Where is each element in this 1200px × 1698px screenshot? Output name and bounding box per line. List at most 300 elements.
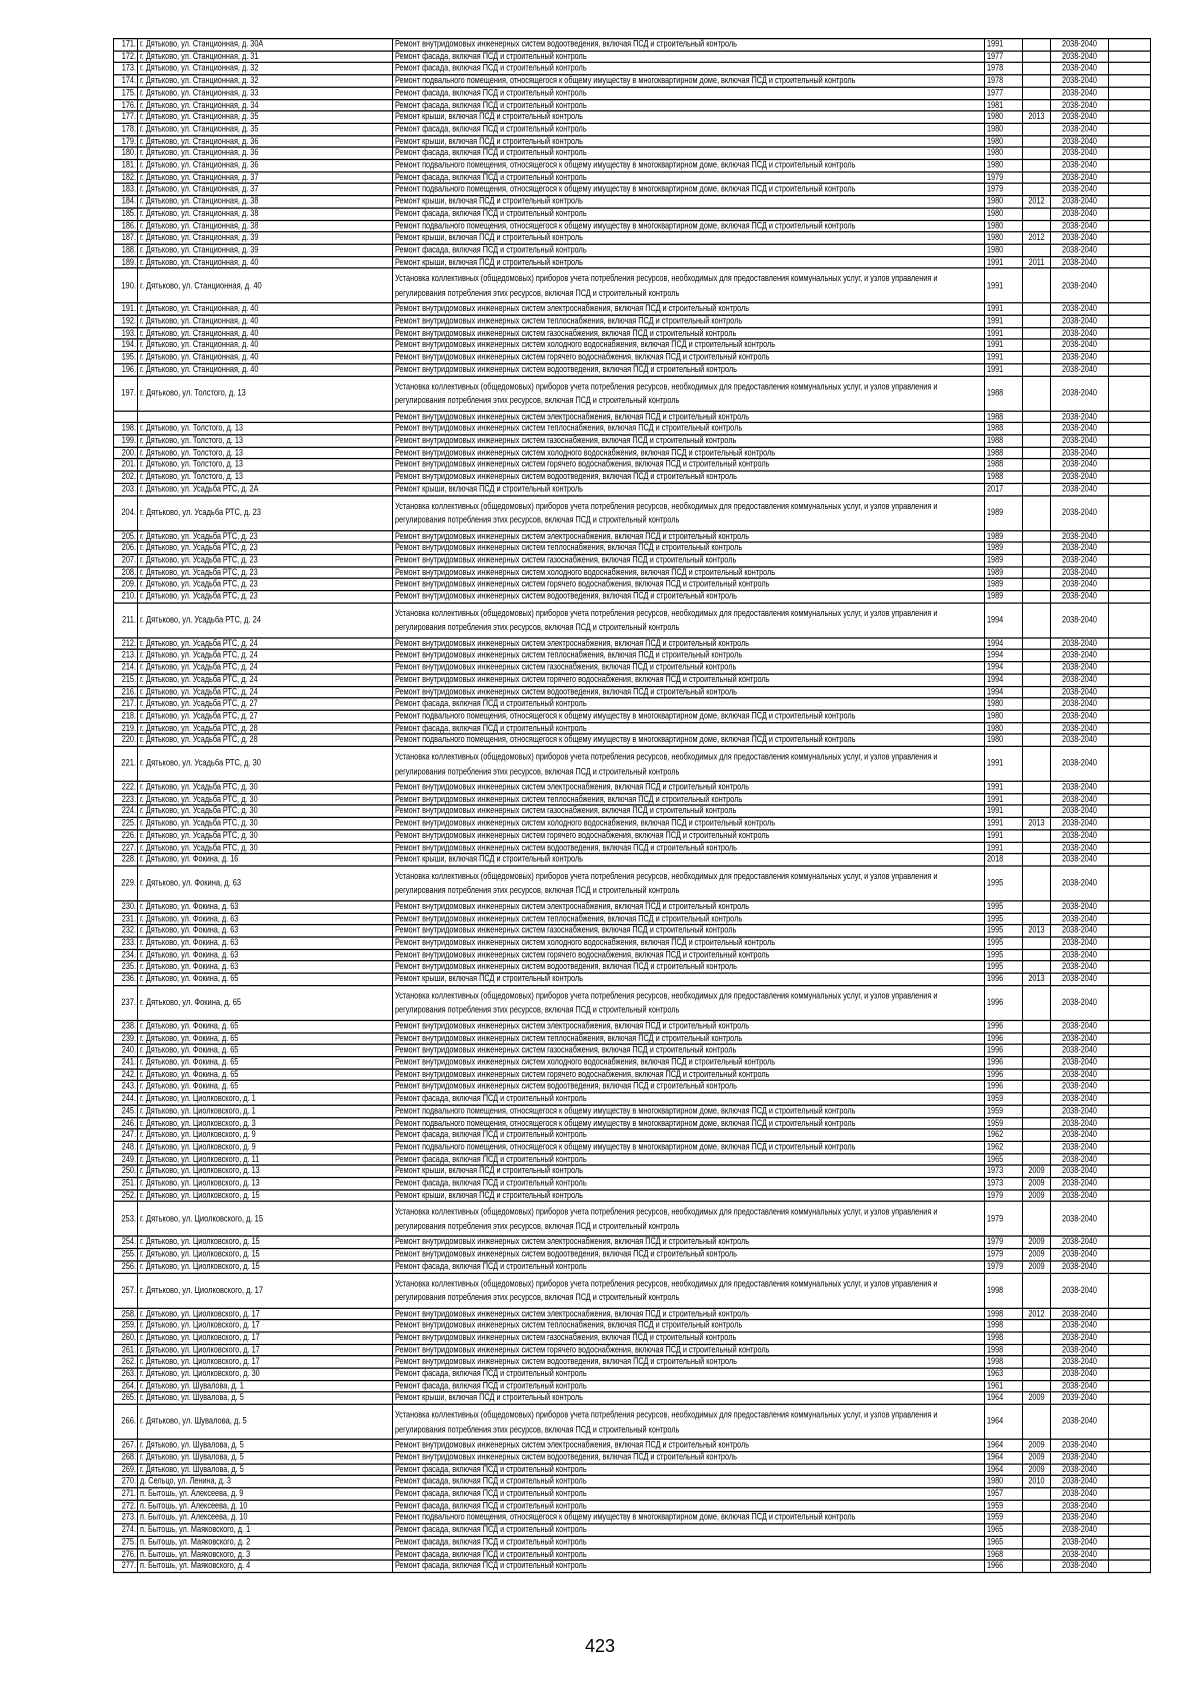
empty-cell	[1109, 973, 1151, 985]
planned-period-cell: 2038-2040	[1051, 1273, 1109, 1308]
row-number: 258.	[114, 1308, 138, 1320]
address-cell: г. Дятьково, ул. Станционная, д. 40	[138, 364, 393, 376]
work-type-cell: Ремонт внутридомовых инженерных систем горячего водоснабжения, включая ПСД и строительный контроль	[393, 1069, 985, 1081]
table-row	[114, 1117, 1151, 1129]
last-repair-year-cell	[1023, 352, 1051, 364]
empty-cell	[1109, 901, 1151, 913]
address-cell: г. Дятьково, ул. Станционная, д. 30А	[138, 39, 393, 51]
address-cell: г. Дятьково, ул. Фокина, д. 65	[138, 985, 393, 1020]
table-row	[114, 172, 1151, 184]
address-cell: г. Дятьково, ул. Циолковского, д. 9	[138, 1129, 393, 1141]
row-number: 238.	[114, 1020, 138, 1032]
last-repair-year-cell	[1023, 901, 1051, 913]
table-row	[114, 1356, 1151, 1368]
year-built-cell: 1979	[985, 1237, 1023, 1249]
last-repair-year-cell	[1023, 949, 1051, 961]
table-row	[114, 1045, 1151, 1057]
planned-period-cell: 2038-2040	[1051, 1560, 1109, 1572]
row-number: 183.	[114, 184, 138, 196]
work-type-cell: Ремонт фасада, включая ПСД и строительный контроль	[393, 1488, 985, 1500]
row-number: 178.	[114, 123, 138, 135]
row-number: 202.	[114, 471, 138, 483]
work-type-cell: Ремонт внутридомовых инженерных систем горячего водоснабжения, включая ПСД и строительный контроль	[393, 674, 985, 686]
work-type-cell: Ремонт фасада, включая ПСД и строительный контроль	[393, 99, 985, 111]
last-repair-year-cell	[1023, 459, 1051, 471]
table-row	[114, 268, 1151, 303]
address-cell: г. Дятьково, ул. Станционная, д. 35	[138, 123, 393, 135]
address-cell: г. Дятьково, ул. Шувалова, д. 5	[138, 1439, 393, 1451]
empty-cell	[1109, 1020, 1151, 1032]
table-row	[114, 603, 1151, 638]
last-repair-year-cell	[1023, 184, 1051, 196]
last-repair-year-cell: 2012	[1023, 1308, 1051, 1320]
planned-period-cell: 2038-2040	[1051, 1165, 1109, 1177]
address-cell: г. Дятьково, ул. Усадьба РТС, д. 24	[138, 638, 393, 650]
address-cell: г. Дятьково, ул. Усадьба РТС, д. 2А	[138, 483, 393, 495]
empty-cell	[1109, 376, 1151, 411]
year-built-cell: 1988	[985, 459, 1023, 471]
year-built-cell: 1988	[985, 376, 1023, 411]
last-repair-year-cell	[1023, 650, 1051, 662]
table-row	[114, 315, 1151, 327]
last-repair-year-cell: 2013	[1023, 111, 1051, 123]
work-type-cell: Ремонт фасада, включая ПСД и строительный контроль	[393, 1524, 985, 1536]
work-type-cell: Ремонт внутридомовых инженерных систем холодного водоснабжения, включая ПСД и строительный контроль	[393, 447, 985, 459]
row-number: 239.	[114, 1032, 138, 1044]
year-built-cell: 1988	[985, 435, 1023, 447]
empty-cell	[1109, 1117, 1151, 1129]
work-type-cell: Ремонт фасада, включая ПСД и строительный контроль	[393, 1536, 985, 1548]
address-cell: п. Бытошь, ул. Алексеева, д. 10	[138, 1512, 393, 1524]
planned-period-cell: 2038-2040	[1051, 818, 1109, 830]
work-type-cell: Установка коллективных (общедомовых) приборов учета потребления ресурсов, необходимых для предоставления коммунальных услуг, и узлов управления и регулирования потребления этих ресурсов, включая ПСД и строительный контроль	[393, 268, 985, 303]
last-repair-year-cell	[1023, 220, 1051, 232]
table-row	[114, 1190, 1151, 1202]
year-built-cell: 1980	[985, 698, 1023, 710]
planned-period-cell: 2038-2040	[1051, 579, 1109, 591]
year-built-cell: 1991	[985, 303, 1023, 315]
work-type-cell: Ремонт фасада, включая ПСД и строительный контроль	[393, 1380, 985, 1392]
table-row	[114, 352, 1151, 364]
table-row	[114, 793, 1151, 805]
planned-period-cell: 2038-2040	[1051, 554, 1109, 566]
table-row	[114, 746, 1151, 781]
work-type-cell: Ремонт подвального помещения, относящегося к общему имуществу в многоквартирном доме, включая ПСД и строительный контроль	[393, 734, 985, 746]
address-cell: г. Дятьково, ул. Шувалова, д. 5	[138, 1451, 393, 1463]
row-number: 259.	[114, 1320, 138, 1332]
table-row	[114, 925, 1151, 937]
work-type-cell: Ремонт внутридомовых инженерных систем электроснабжения, включая ПСД и строительный контроль	[393, 1020, 985, 1032]
work-type-cell: Ремонт внутридомовых инженерных систем газоснабжения, включая ПСД и строительный контроль	[393, 806, 985, 818]
row-number: 219.	[114, 722, 138, 734]
row-number: 209.	[114, 579, 138, 591]
planned-period-cell: 2038-2040	[1051, 208, 1109, 220]
address-cell: г. Дятьково, ул. Фокина, д. 65	[138, 1045, 393, 1057]
last-repair-year-cell	[1023, 830, 1051, 842]
empty-cell	[1109, 1320, 1151, 1332]
planned-period-cell: 2038-2040	[1051, 1308, 1109, 1320]
address-cell: г. Дятьково, ул. Фокина, д. 65	[138, 1032, 393, 1044]
work-type-cell: Ремонт внутридомовых инженерных систем водоотведения, включая ПСД и строительный контроль	[393, 39, 985, 51]
planned-period-cell: 2038-2040	[1051, 495, 1109, 530]
last-repair-year-cell	[1023, 1020, 1051, 1032]
empty-cell	[1109, 1404, 1151, 1439]
year-built-cell: 1964	[985, 1439, 1023, 1451]
row-number: 201.	[114, 459, 138, 471]
address-cell: г. Дятьково, ул. Усадьба РТС, д. 30	[138, 806, 393, 818]
last-repair-year-cell	[1023, 1524, 1051, 1536]
year-built-cell: 1998	[985, 1308, 1023, 1320]
planned-period-cell: 2038-2040	[1051, 340, 1109, 352]
row-number: 227.	[114, 842, 138, 854]
row-number: 236.	[114, 973, 138, 985]
last-repair-year-cell	[1023, 447, 1051, 459]
year-built-cell: 1996	[985, 985, 1023, 1020]
address-cell: г. Дятьково, ул. Фокина, д. 65	[138, 1020, 393, 1032]
year-built-cell: 1995	[985, 913, 1023, 925]
table-row	[114, 1237, 1151, 1249]
row-number: 179.	[114, 135, 138, 147]
table-row	[114, 376, 1151, 411]
planned-period-cell: 2038-2040	[1051, 1356, 1109, 1368]
last-repair-year-cell: 2012	[1023, 232, 1051, 244]
row-number: 242.	[114, 1069, 138, 1081]
row-number: 223.	[114, 793, 138, 805]
empty-cell	[1109, 1548, 1151, 1560]
row-number: 270.	[114, 1476, 138, 1488]
work-type-cell: Ремонт крыши, включая ПСД и строительный контроль	[393, 1165, 985, 1177]
empty-cell	[1109, 184, 1151, 196]
address-cell: г. Дятьково, ул. Шувалова, д. 5	[138, 1464, 393, 1476]
row-number: 180.	[114, 147, 138, 159]
year-built-cell: 1980	[985, 208, 1023, 220]
row-number: 250.	[114, 1165, 138, 1177]
last-repair-year-cell	[1023, 172, 1051, 184]
last-repair-year-cell: 2013	[1023, 925, 1051, 937]
last-repair-year-cell	[1023, 411, 1051, 423]
planned-period-cell: 2038-2040	[1051, 734, 1109, 746]
year-built-cell: 1991	[985, 315, 1023, 327]
last-repair-year-cell	[1023, 1081, 1051, 1093]
work-type-cell: Ремонт внутридомовых инженерных систем электроснабжения, включая ПСД и строительный контроль	[393, 901, 985, 913]
work-type-cell: Ремонт внутридомовых инженерных систем водоотведения, включая ПСД и строительный контроль	[393, 1451, 985, 1463]
table-row	[114, 99, 1151, 111]
empty-cell	[1109, 698, 1151, 710]
year-built-cell: 2017	[985, 483, 1023, 495]
planned-period-cell: 2038-2040	[1051, 1320, 1109, 1332]
work-type-cell: Ремонт подвального помещения, относящегося к общему имуществу в многоквартирном доме, включая ПСД и строительный контроль	[393, 1117, 985, 1129]
last-repair-year-cell: 2013	[1023, 818, 1051, 830]
year-built-cell: 1991	[985, 781, 1023, 793]
last-repair-year-cell: 2010	[1023, 1476, 1051, 1488]
work-type-cell: Ремонт внутридомовых инженерных систем газоснабжения, включая ПСД и строительный контроль	[393, 1332, 985, 1344]
address-cell: г. Дятьково, ул. Усадьба РТС, д. 27	[138, 698, 393, 710]
address-cell: г. Дятьково, ул. Станционная, д. 38	[138, 196, 393, 208]
work-type-cell: Ремонт внутридомовых инженерных систем теплоснабжения, включая ПСД и строительный контроль	[393, 542, 985, 554]
address-cell: г. Дятьково, ул. Станционная, д. 36	[138, 135, 393, 147]
planned-period-cell: 2038-2040	[1051, 220, 1109, 232]
last-repair-year-cell	[1023, 1129, 1051, 1141]
address-cell: г. Дятьково, ул. Усадьба РТС, д. 23	[138, 566, 393, 578]
address-cell: г. Дятьково, ул. Станционная, д. 40	[138, 327, 393, 339]
page-number: 423	[584, 1636, 616, 1656]
empty-cell	[1109, 435, 1151, 447]
address-cell: г. Дятьково, ул. Станционная, д. 40	[138, 340, 393, 352]
planned-period-cell: 2038-2040	[1051, 51, 1109, 63]
year-built-cell: 1957	[985, 1488, 1023, 1500]
empty-cell	[1109, 579, 1151, 591]
planned-period-cell: 2038-2040	[1051, 806, 1109, 818]
last-repair-year-cell	[1023, 1032, 1051, 1044]
year-built-cell: 1980	[985, 160, 1023, 172]
last-repair-year-cell	[1023, 1344, 1051, 1356]
empty-cell	[1109, 686, 1151, 698]
table-row	[114, 147, 1151, 159]
planned-period-cell: 2038-2040	[1051, 949, 1109, 961]
address-cell: г. Дятьково, ул. Усадьба РТС, д. 28	[138, 722, 393, 734]
work-type-cell: Ремонт внутридомовых инженерных систем водоотведения, включая ПСД и строительный контроль	[393, 961, 985, 973]
planned-period-cell: 2038-2040	[1051, 1261, 1109, 1273]
last-repair-year-cell	[1023, 842, 1051, 854]
row-number: 230.	[114, 901, 138, 913]
row-number: 186.	[114, 220, 138, 232]
work-type-cell: Ремонт внутридомовых инженерных систем горячего водоснабжения, включая ПСД и строительный контроль	[393, 352, 985, 364]
empty-cell	[1109, 1069, 1151, 1081]
empty-cell	[1109, 734, 1151, 746]
empty-cell	[1109, 722, 1151, 734]
year-built-cell: 1991	[985, 352, 1023, 364]
last-repair-year-cell	[1023, 566, 1051, 578]
table-row	[114, 1129, 1151, 1141]
empty-cell	[1109, 1045, 1151, 1057]
year-built-cell: 1979	[985, 1190, 1023, 1202]
work-type-cell: Ремонт внутридомовых инженерных систем холодного водоснабжения, включая ПСД и строительный контроль	[393, 937, 985, 949]
address-cell: г. Дятьково, ул. Станционная, д. 38	[138, 208, 393, 220]
last-repair-year-cell	[1023, 135, 1051, 147]
address-cell: г. Дятьково, ул. Фокина, д. 63	[138, 925, 393, 937]
table-row	[114, 722, 1151, 734]
table-row	[114, 566, 1151, 578]
address-cell: г. Дятьково, ул. Станционная, д. 40	[138, 303, 393, 315]
last-repair-year-cell	[1023, 340, 1051, 352]
year-built-cell: 1991	[985, 746, 1023, 781]
planned-period-cell: 2038-2040	[1051, 961, 1109, 973]
table-row	[114, 256, 1151, 268]
year-built-cell: 1996	[985, 1020, 1023, 1032]
table-row	[114, 160, 1151, 172]
last-repair-year-cell	[1023, 1368, 1051, 1380]
address-cell: г. Дятьково, ул. Усадьба РТС, д. 27	[138, 710, 393, 722]
empty-cell	[1109, 554, 1151, 566]
planned-period-cell: 2038-2040	[1051, 1045, 1109, 1057]
empty-cell	[1109, 650, 1151, 662]
empty-cell	[1109, 1512, 1151, 1524]
empty-cell	[1109, 220, 1151, 232]
address-cell: г. Дятьково, ул. Усадьба РТС, д. 23	[138, 530, 393, 542]
empty-cell	[1109, 315, 1151, 327]
year-built-cell: 1995	[985, 937, 1023, 949]
empty-cell	[1109, 495, 1151, 530]
row-number: 225.	[114, 818, 138, 830]
table-row	[114, 411, 1151, 423]
empty-cell	[1109, 1249, 1151, 1261]
row-number: 194.	[114, 340, 138, 352]
address-cell: г. Дятьково, ул. Циолковского, д. 3	[138, 1117, 393, 1129]
address-cell: г. Дятьково, ул. Станционная, д. 36	[138, 160, 393, 172]
row-number: 244.	[114, 1093, 138, 1105]
empty-cell	[1109, 1380, 1151, 1392]
address-cell: г. Дятьково, ул. Станционная, д. 34	[138, 99, 393, 111]
row-number: 210.	[114, 591, 138, 603]
empty-cell	[1109, 1105, 1151, 1117]
row-number: 185.	[114, 208, 138, 220]
table-row	[114, 1261, 1151, 1273]
work-type-cell: Ремонт внутридомовых инженерных систем теплоснабжения, включая ПСД и строительный контроль	[393, 913, 985, 925]
address-cell: г. Дятьково, ул. Станционная, д. 38	[138, 220, 393, 232]
last-repair-year-cell: 2009	[1023, 1464, 1051, 1476]
address-cell: г. Дятьково, ул. Усадьба РТС, д. 23	[138, 591, 393, 603]
table-row	[114, 184, 1151, 196]
empty-cell	[1109, 1308, 1151, 1320]
planned-period-cell: 2038-2040	[1051, 1249, 1109, 1261]
year-built-cell: 1964	[985, 1464, 1023, 1476]
empty-cell	[1109, 1368, 1151, 1380]
row-number: 188.	[114, 244, 138, 256]
table-row	[114, 1069, 1151, 1081]
planned-period-cell: 2038-2040	[1051, 135, 1109, 147]
last-repair-year-cell	[1023, 542, 1051, 554]
row-number: 234.	[114, 949, 138, 961]
work-type-cell: Ремонт крыши, включая ПСД и строительный контроль	[393, 232, 985, 244]
table-row	[114, 854, 1151, 866]
year-built-cell: 1964	[985, 1392, 1023, 1404]
planned-period-cell: 2038-2040	[1051, 937, 1109, 949]
year-built-cell: 1980	[985, 123, 1023, 135]
row-number: 243.	[114, 1081, 138, 1093]
table-row	[114, 435, 1151, 447]
year-built-cell: 1989	[985, 591, 1023, 603]
table-body	[114, 39, 1151, 1573]
address-cell: г. Дятьково, ул. Фокина, д. 63	[138, 913, 393, 925]
row-number: 256.	[114, 1261, 138, 1273]
planned-period-cell: 2038-2040	[1051, 423, 1109, 435]
address-cell: г. Дятьково, ул. Циолковского, д. 13	[138, 1165, 393, 1177]
year-built-cell: 1980	[985, 232, 1023, 244]
empty-cell	[1109, 1190, 1151, 1202]
work-type-cell: Ремонт внутридомовых инженерных систем теплоснабжения, включая ПСД и строительный контроль	[393, 315, 985, 327]
table-row	[114, 220, 1151, 232]
empty-cell	[1109, 1129, 1151, 1141]
planned-period-cell: 2038-2040	[1051, 1500, 1109, 1512]
planned-period-cell: 2038-2040	[1051, 830, 1109, 842]
empty-cell	[1109, 340, 1151, 352]
planned-period-cell: 2038-2040	[1051, 1464, 1109, 1476]
planned-period-cell: 2038-2040	[1051, 1178, 1109, 1190]
empty-cell	[1109, 447, 1151, 459]
last-repair-year-cell	[1023, 674, 1051, 686]
planned-period-cell: 2038-2040	[1051, 1117, 1109, 1129]
work-type-cell: Установка коллективных (общедомовых) приборов учета потребления ресурсов, необходимых для предоставления коммунальных услуг, и узлов управления и регулирования потребления этих ресурсов, включая ПСД и строительный контроль	[393, 746, 985, 781]
last-repair-year-cell	[1023, 937, 1051, 949]
table-row	[114, 579, 1151, 591]
address-cell: г. Дятьково, ул. Толстого, д. 13	[138, 471, 393, 483]
table-row	[114, 1093, 1151, 1105]
row-number: 216.	[114, 686, 138, 698]
last-repair-year-cell	[1023, 1488, 1051, 1500]
work-type-cell: Ремонт внутридомовых инженерных систем электроснабжения, включая ПСД и строительный контроль	[393, 411, 985, 423]
year-built-cell: 1962	[985, 1141, 1023, 1153]
row-number: 181.	[114, 160, 138, 172]
year-built-cell: 1980	[985, 220, 1023, 232]
table-row	[114, 961, 1151, 973]
work-type-cell: Ремонт внутридомовых инженерных систем горячего водоснабжения, включая ПСД и строительный контроль	[393, 579, 985, 591]
table-row	[114, 39, 1151, 51]
year-built-cell: 1979	[985, 1261, 1023, 1273]
planned-period-cell: 2038-2040	[1051, 1153, 1109, 1165]
address-cell: г. Дятьково, ул. Станционная, д. 35	[138, 111, 393, 123]
work-type-cell: Ремонт фасада, включая ПСД и строительный контроль	[393, 87, 985, 99]
table-row	[114, 1202, 1151, 1237]
planned-period-cell: 2038-2040	[1051, 650, 1109, 662]
year-built-cell: 1998	[985, 1273, 1023, 1308]
empty-cell	[1109, 411, 1151, 423]
work-type-cell: Ремонт подвального помещения, относящегося к общему имуществу в многоквартирном доме, включая ПСД и строительный контроль	[393, 1105, 985, 1117]
year-built-cell: 1988	[985, 423, 1023, 435]
last-repair-year-cell	[1023, 854, 1051, 866]
address-cell: г. Дятьково, ул. Усадьба РТС, д. 24	[138, 603, 393, 638]
planned-period-cell: 2038-2040	[1051, 1488, 1109, 1500]
year-built-cell: 1980	[985, 111, 1023, 123]
empty-cell	[1109, 1081, 1151, 1093]
empty-cell	[1109, 937, 1151, 949]
planned-period-cell: 2038-2040	[1051, 1332, 1109, 1344]
last-repair-year-cell: 2009	[1023, 1190, 1051, 1202]
work-type-cell: Установка коллективных (общедомовых) приборов учета потребления ресурсов, необходимых для предоставления коммунальных услуг, и узлов управления и регулирования потребления этих ресурсов, включая ПСД и строительный контроль	[393, 603, 985, 638]
table-row	[114, 949, 1151, 961]
row-number: 235.	[114, 961, 138, 973]
address-cell: г. Дятьково, ул. Станционная, д. 39	[138, 232, 393, 244]
address-cell: г. Дятьково, ул. Станционная, д. 32	[138, 75, 393, 87]
last-repair-year-cell: 2009	[1023, 1237, 1051, 1249]
planned-period-cell: 2038-2040	[1051, 925, 1109, 937]
empty-cell	[1109, 1165, 1151, 1177]
planned-period-cell: 2038-2040	[1051, 1536, 1109, 1548]
table-row	[114, 542, 1151, 554]
year-built-cell: 1988	[985, 471, 1023, 483]
planned-period-cell: 2038-2040	[1051, 662, 1109, 674]
planned-period-cell: 2038-2040	[1051, 1524, 1109, 1536]
year-built-cell: 1989	[985, 542, 1023, 554]
planned-period-cell: 2038-2040	[1051, 866, 1109, 901]
planned-period-cell: 2038-2040	[1051, 315, 1109, 327]
table-row	[114, 937, 1151, 949]
table-row	[114, 1476, 1151, 1488]
row-number: 184.	[114, 196, 138, 208]
table-row	[114, 830, 1151, 842]
empty-cell	[1109, 1178, 1151, 1190]
last-repair-year-cell	[1023, 793, 1051, 805]
last-repair-year-cell	[1023, 315, 1051, 327]
work-type-cell: Ремонт подвального помещения, относящегося к общему имуществу в многоквартирном доме, включая ПСД и строительный контроль	[393, 1141, 985, 1153]
address-cell: г. Дятьково, ул. Фокина, д. 16	[138, 854, 393, 866]
row-number: 206.	[114, 542, 138, 554]
table-row	[114, 1548, 1151, 1560]
address-cell: г. Дятьково, ул. Фокина, д. 65	[138, 1057, 393, 1069]
work-type-cell: Ремонт внутридомовых инженерных систем газоснабжения, включая ПСД и строительный контроль	[393, 925, 985, 937]
address-cell: г. Дятьково, ул. Толстого, д. 13	[138, 423, 393, 435]
address-cell: г. Дятьково, ул. Фокина, д. 65	[138, 973, 393, 985]
address-cell: г. Дятьково, ул. Циолковского, д. 15	[138, 1261, 393, 1273]
